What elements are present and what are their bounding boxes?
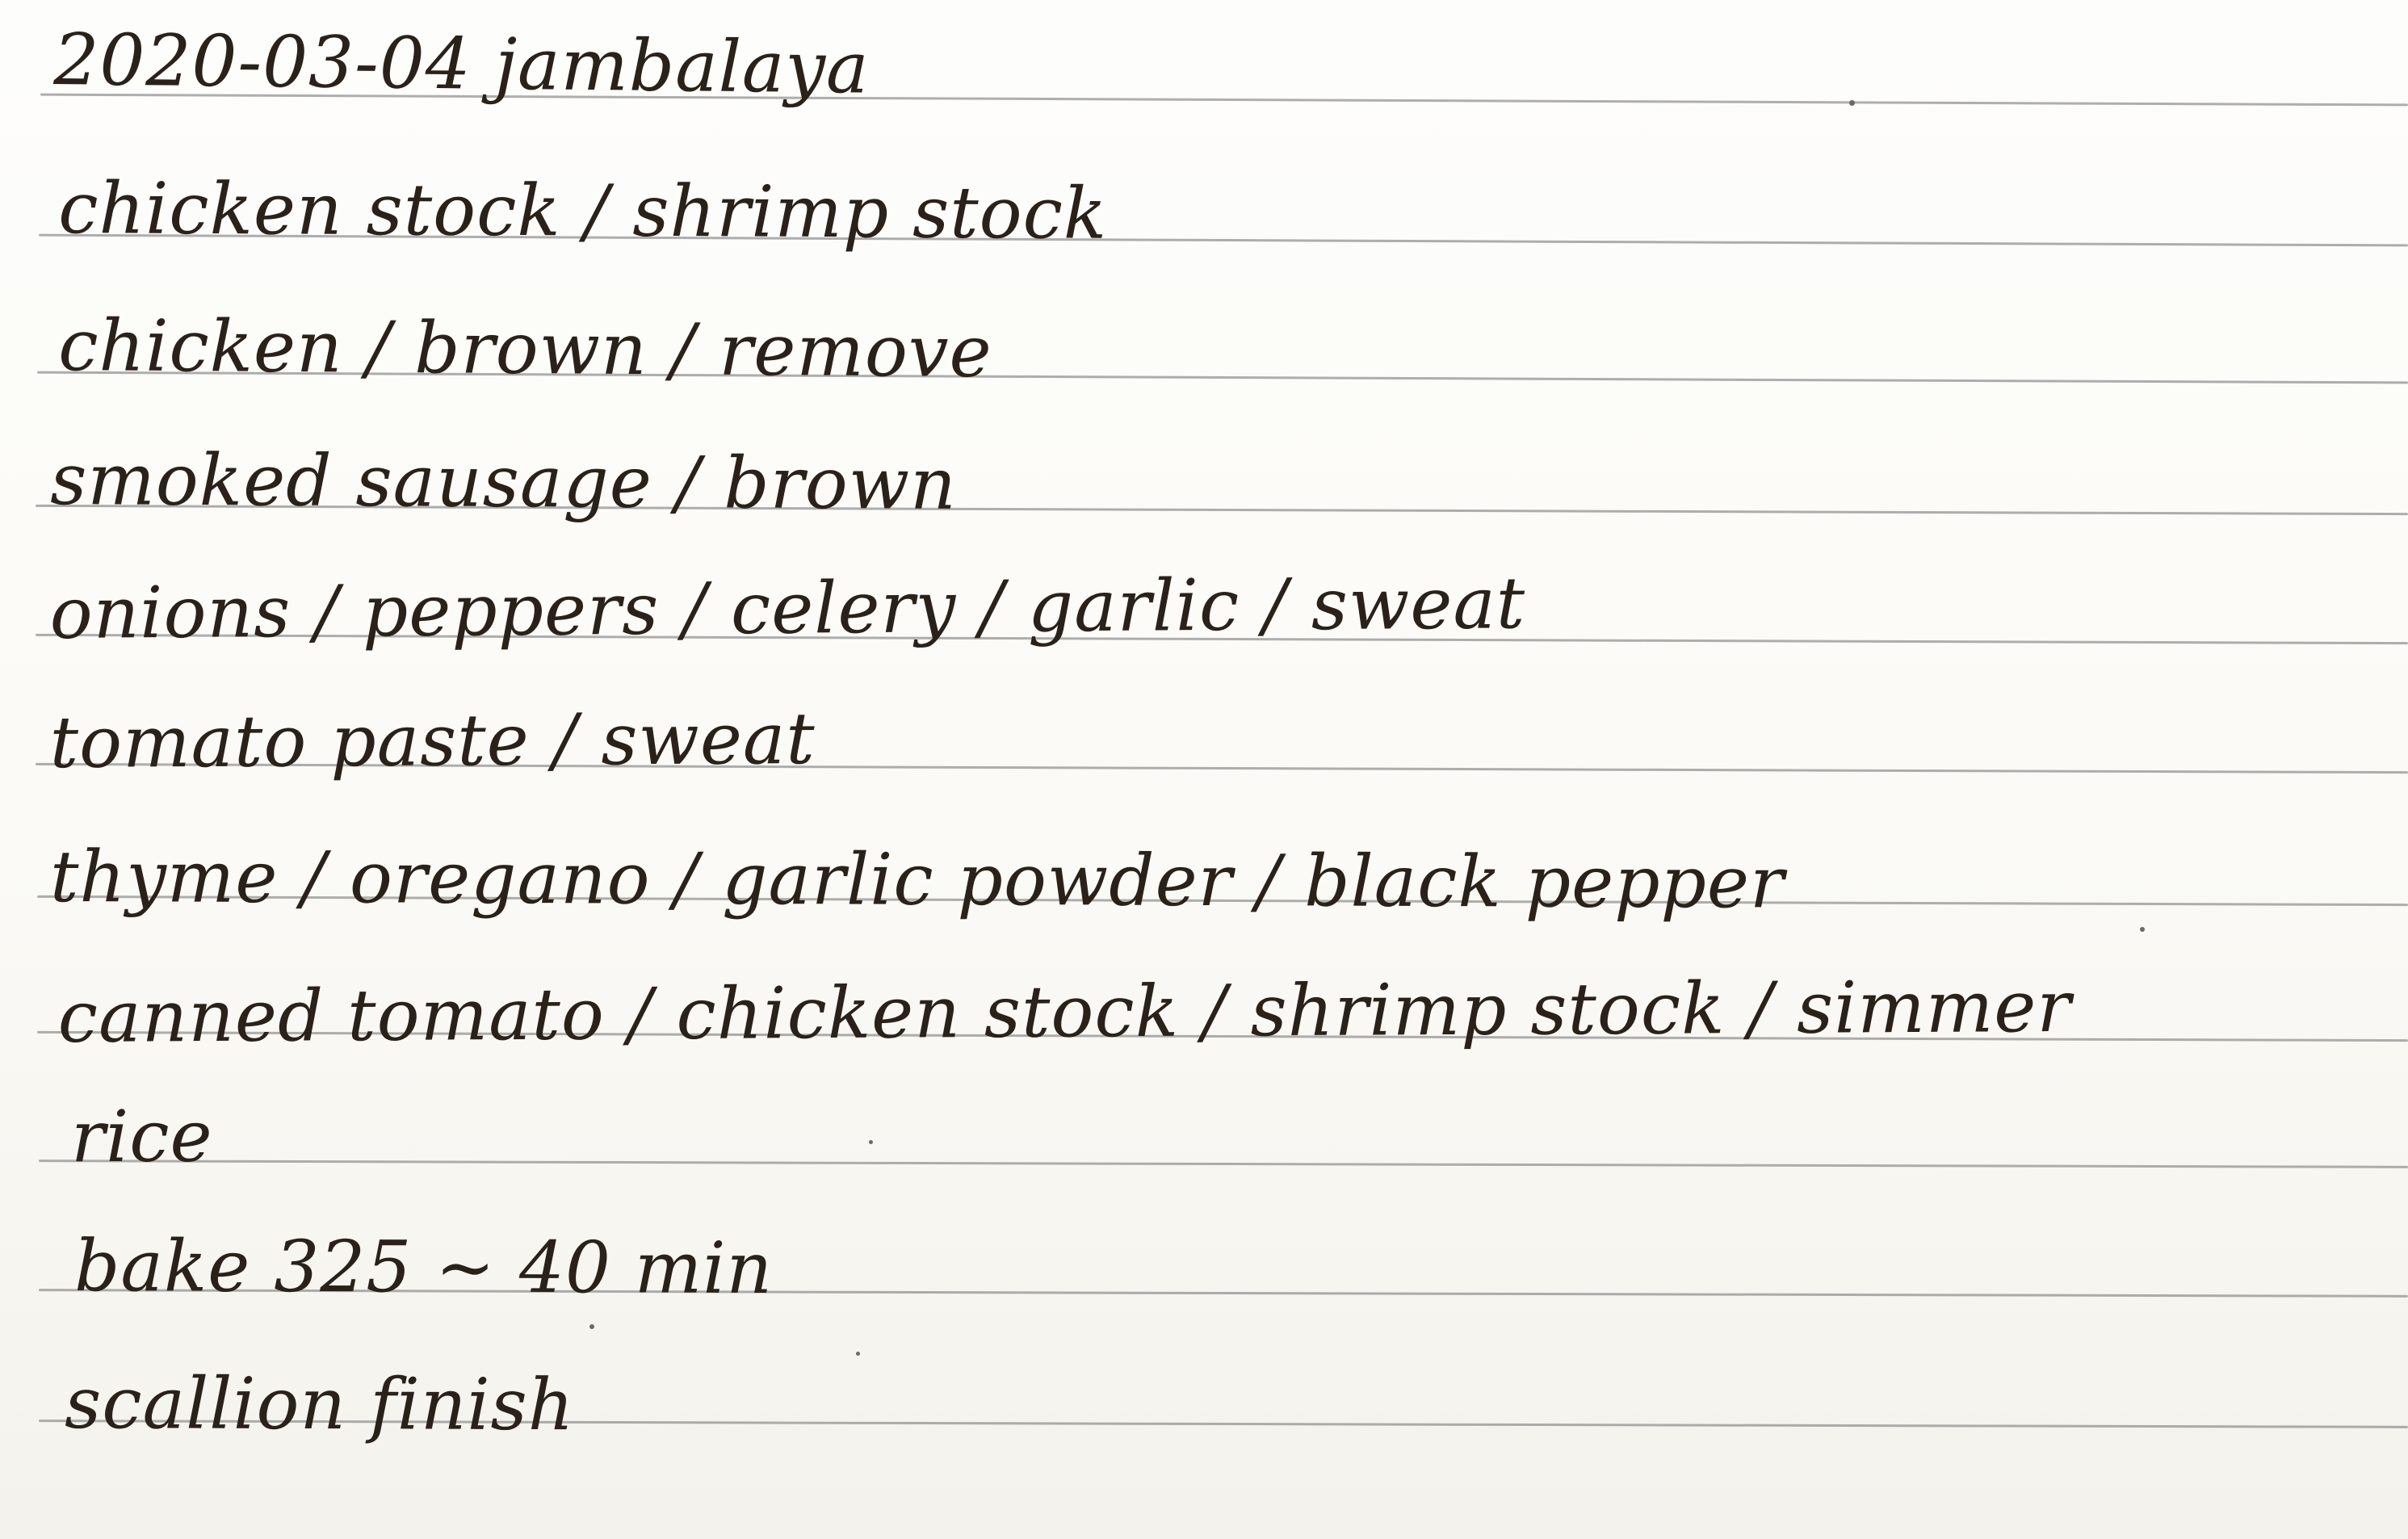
- ruled-line: [39, 1159, 2408, 1168]
- note-line-8: rice: [71, 1095, 213, 1178]
- note-line-2: chicken / brown / remove: [57, 304, 993, 394]
- note-line-3: smoked sausage / brown: [49, 438, 958, 526]
- paper-speck: [869, 1140, 873, 1144]
- note-line-5: tomato paste / sweat: [49, 697, 816, 784]
- note-line-7: canned tomato / chicken stock / shrimp stock / simmer: [57, 964, 2072, 1059]
- paper-speck: [2140, 927, 2145, 932]
- note-line-4: onions / peppers / celery / garlic / sweat: [49, 561, 1526, 655]
- note-line-10: scallion finish: [64, 1361, 575, 1447]
- note-line-6: thyme / oregano / garlic powder / black pepper: [49, 835, 1785, 925]
- paper-speck: [856, 1352, 860, 1356]
- note-line-9: bake 325 ~ 40 min: [73, 1224, 774, 1310]
- note-line-date-title: 2020-03-04 jambalaya: [52, 18, 870, 110]
- note-line-1: chicken stock / shrimp stock: [57, 166, 1108, 255]
- paper-speck: [1849, 100, 1855, 106]
- paper-speck: [589, 1324, 594, 1329]
